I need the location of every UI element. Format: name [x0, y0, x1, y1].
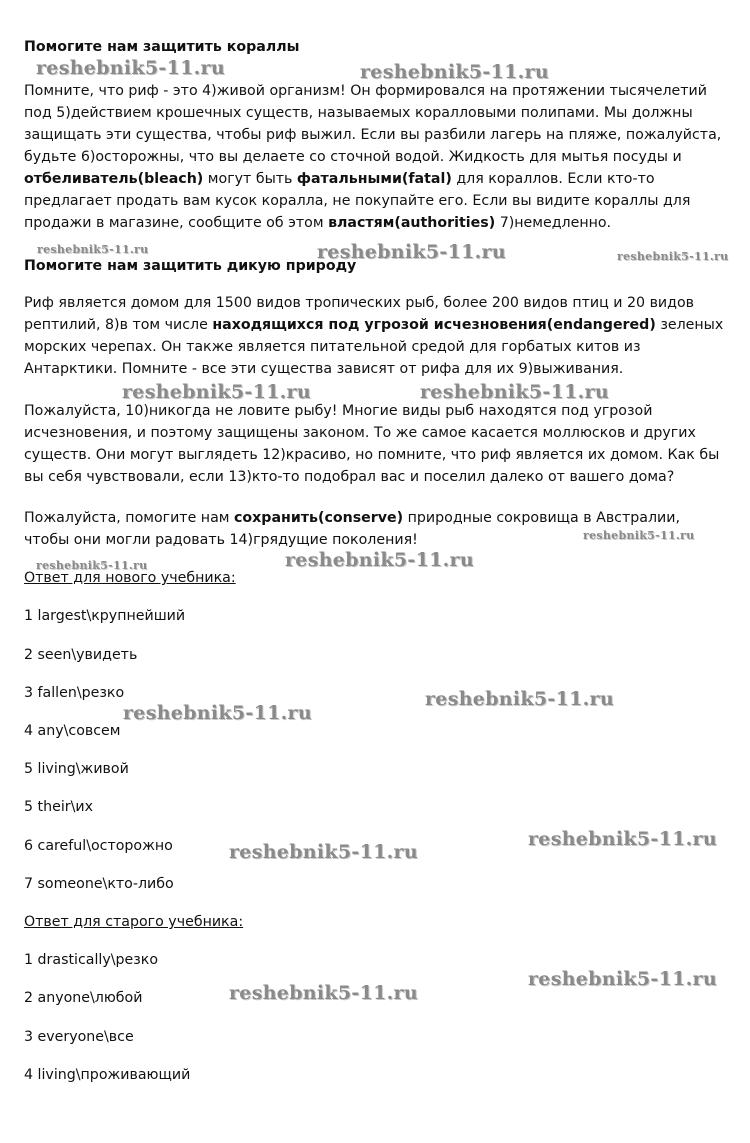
answers-old-title: Ответ для старого учебника:: [24, 914, 244, 930]
watermark: reshebnik5-11.ru: [617, 250, 729, 263]
answer-item: 1 largest\крупнейший: [24, 608, 186, 624]
watermark: reshebnik5-11.ru: [583, 529, 695, 542]
answer-item: 3 fallen\резко: [24, 685, 125, 701]
answer-item: 3 everyone\все: [24, 1029, 134, 1045]
watermark: reshebnik5-11.ru: [420, 381, 609, 403]
watermark: reshebnik5-11.ru: [37, 243, 149, 256]
answer-item: 5 their\их: [24, 799, 93, 815]
answer-item: 1 drastically\резко: [24, 952, 159, 968]
answer-item: 4 living\проживающий: [24, 1067, 191, 1083]
watermark: reshebnik5-11.ru: [229, 982, 418, 1004]
watermark: reshebnik5-11.ru: [123, 702, 312, 724]
watermark: reshebnik5-11.ru: [317, 241, 506, 263]
paragraph-wildlife-2: Пожалуйста, 10)никогда не ловите рыбу! Многие виды рыб находятся под угрозой исчезновения, и поэтому защищены законом. То же самое касается моллюсков и других существ. Они могут выглядеть 12)красиво, но помните, что риф является их домом. Как бы вы себя чувствовали, если 13)кто-то подобрал вас и поселил далеко от вашего дома?: [24, 403, 720, 485]
answers-new-title: Ответ для нового учебника:: [24, 570, 236, 586]
answer-item: 5 living\живой: [24, 761, 129, 777]
section-title-wildlife: Помогите нам защитить дикую природу: [24, 258, 357, 274]
watermark: reshebnik5-11.ru: [528, 828, 717, 850]
watermark: reshebnik5-11.ru: [229, 841, 418, 863]
watermark: reshebnik5-11.ru: [122, 381, 311, 403]
answer-item: 6 careful\осторожно: [24, 838, 173, 854]
watermark: reshebnik5-11.ru: [528, 968, 717, 990]
answer-item: 7 someone\кто-либо: [24, 876, 174, 892]
watermark: reshebnik5-11.ru: [425, 688, 614, 710]
paragraph-wildlife-3: Пожалуйста, помогите нам сохранить(conserve) природные сокровища в Австралии, чтобы они могли радовать 14)грядущие поколения!: [24, 510, 680, 548]
answer-item: 2 seen\увидеть: [24, 647, 138, 663]
answer-item: 4 any\совсем: [24, 723, 121, 739]
watermark: reshebnik5-11.ru: [36, 57, 225, 79]
section-title-corals: Помогите нам защитить кораллы: [24, 39, 300, 55]
paragraph-corals: Помните, что риф - это 4)живой организм! Он формировался на протяжении тысячелетий под 5)действием крошечных существ, называемых коралловыми полипами. Мы должны защищать эти существа, чтобы риф выжил. Если вы разбили лагерь на пляже, пожалуйста, будьте 6)осторожны, что вы делаете со сточной водой. Жидкость для мытья посуды и отбеливатель(bleach) могут быть фатальными(fatal) для кораллов. Если кто-то предлагает продать вам кусок коралла, не покупайте его. Если вы видите кораллы для продажи в магазине, сообщите об этом властям(authorities) 7)немедленно.: [24, 83, 722, 231]
watermark: reshebnik5-11.ru: [36, 559, 148, 572]
answer-item: 2 anyone\любой: [24, 990, 143, 1006]
watermark: reshebnik5-11.ru: [360, 61, 549, 83]
watermark: reshebnik5-11.ru: [285, 549, 474, 571]
paragraph-wildlife-1: Риф является домом для 1500 видов тропических рыб, более 200 видов птиц и 20 видов рептилий, 8)в том числе находящихся под угрозой исчезновения(endangered) зеленых морских черепах. Он также является питательной средой для горбатых китов из Антарктики. Помните - все эти существа зависят от рифа для их 9)выживания.: [24, 295, 724, 377]
